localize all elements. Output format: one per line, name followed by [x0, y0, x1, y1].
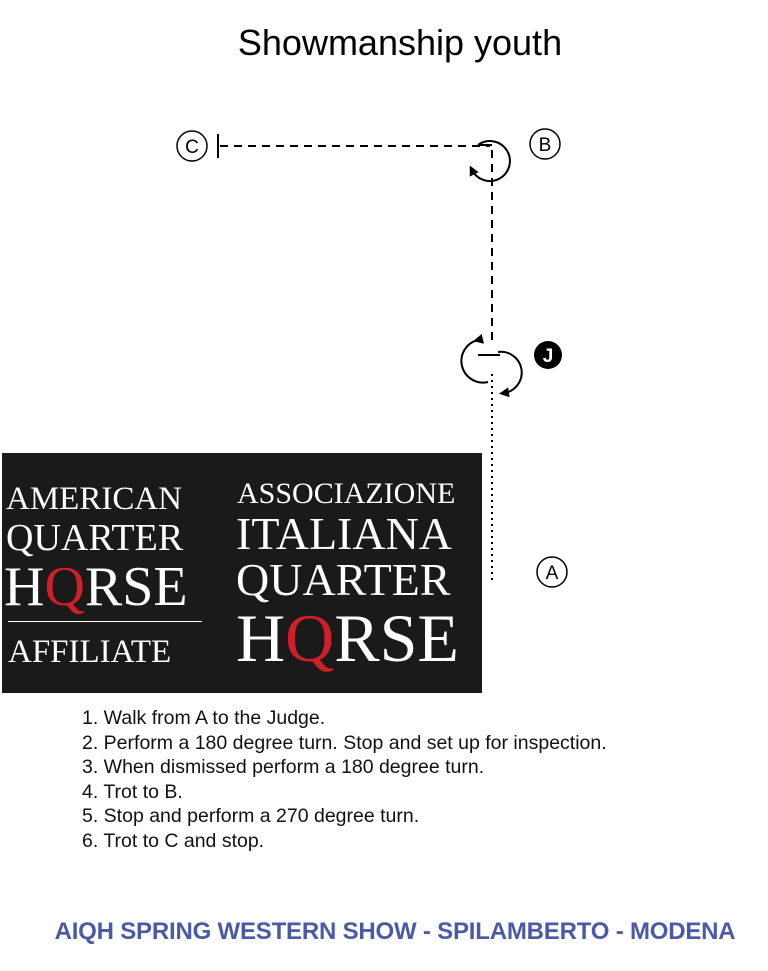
- logo-american: AMERICAN: [6, 481, 183, 517]
- instruction-step: 6. Trot to C and stop.: [82, 829, 265, 852]
- aiqh-logo: [2, 453, 482, 693]
- instruction-step: 3. When dismissed perform a 180 degree turn.: [82, 756, 485, 779]
- marker-a: [537, 557, 567, 587]
- instruction-step: 5. Stop and perform a 270 degree turn.: [82, 805, 420, 828]
- show-footer: AIQH SPRING WESTERN SHOW - SPILAMBERTO - MODENA: [54, 918, 736, 945]
- logo-italiana: ITALIANA: [236, 508, 453, 559]
- instruction-step: 1. Walk from A to the Judge.: [82, 707, 326, 729]
- turn-180-right-icon: [498, 352, 522, 393]
- marker-b: [530, 129, 560, 159]
- logo-divider: [8, 621, 202, 622]
- pattern-instructions: [82, 706, 607, 854]
- instruction-step: 4. Trot to B.: [82, 780, 183, 803]
- marker-j-label: J: [542, 346, 554, 367]
- logo-associazione: ASSOCIAZIONE: [237, 477, 456, 510]
- turn-270-icon: [472, 141, 510, 181]
- logo-affiliate: AFFILIATE: [8, 634, 172, 670]
- logo-horse-right: HQRSE: [236, 600, 459, 676]
- marker-judge: [534, 341, 562, 369]
- marker-b-label: B: [538, 135, 552, 156]
- logo-quarter-left: QUARTER: [6, 517, 184, 559]
- turn-180-left-icon: [461, 340, 488, 383]
- marker-a-label: A: [545, 563, 559, 584]
- page-title: Showmanship youth: [237, 22, 563, 63]
- logo-horse-left: HQRSE: [4, 556, 188, 618]
- logo-quarter-right: QUARTER: [236, 554, 451, 605]
- marker-c-label: C: [185, 137, 199, 158]
- instruction-step: 2. Perform a 180 degree turn. Stop and set up for inspection.: [82, 731, 607, 754]
- marker-c: [177, 131, 207, 161]
